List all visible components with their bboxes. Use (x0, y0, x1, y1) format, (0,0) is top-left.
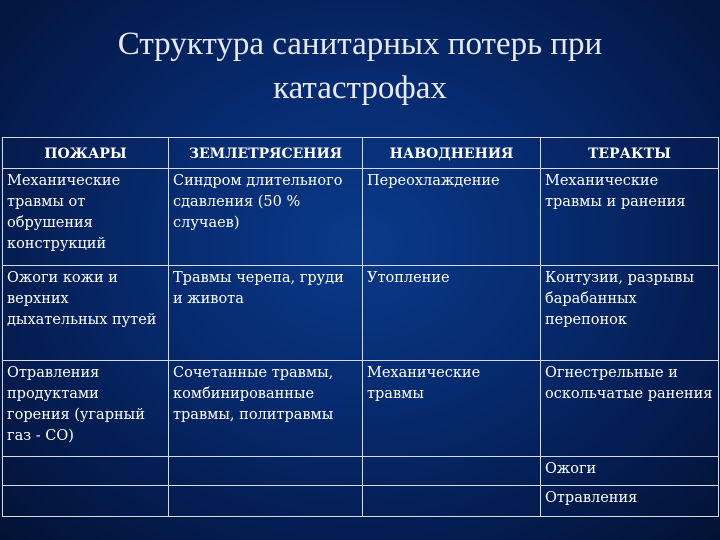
table-cell: Механические травмы от обрушения конструкций (3, 169, 169, 266)
table-cell: Сочетанные травмы, комбинированные травмы, политравмы (169, 361, 363, 457)
header-earthquakes: ЗЕМЛЕТРЯСЕНИЯ (169, 138, 363, 169)
table-cell (169, 457, 363, 486)
table-cell: Механические травмы (363, 361, 541, 457)
table-cell: Отравления продуктами горения (угарный газ - СО) (3, 361, 169, 457)
table-cell: Синдром длительного сдавления (50 % случаев) (169, 169, 363, 266)
casualty-structure-table (2, 137, 719, 517)
table-cell: Ожоги (541, 457, 719, 486)
table-header-row (3, 138, 719, 169)
table-cell: Отравления (541, 486, 719, 517)
table-cell: Контузии, разрывы барабанных перепонок (541, 266, 719, 361)
title-line-2: катастрофах (273, 70, 447, 106)
table-cell (3, 486, 169, 517)
table-cell (3, 457, 169, 486)
header-fires: ПОЖАРЫ (3, 138, 169, 169)
table-cell: Механические травмы и ранения (541, 169, 719, 266)
table-row (3, 169, 719, 266)
table-cell (169, 486, 363, 517)
table-cell: Утопление (363, 266, 541, 361)
table-cell: Травмы черепа, груди и живота (169, 266, 363, 361)
table-row (3, 486, 719, 517)
table-row (3, 361, 719, 457)
table-row (3, 457, 719, 486)
title-line-1: Структура санитарных потерь при (117, 26, 603, 62)
table-cell (363, 457, 541, 486)
header-terror-attacks: ТЕРАКТЫ (541, 138, 719, 169)
table-cell (363, 486, 541, 517)
table-row (3, 266, 719, 361)
table-cell: Переохлаждение (363, 169, 541, 266)
slide-title (0, 22, 720, 110)
table-cell: Огнестрельные и оскольчатые ранения (541, 361, 719, 457)
header-floods: НАВОДНЕНИЯ (363, 138, 541, 169)
table-cell: Ожоги кожи и верхних дыхательных путей (3, 266, 169, 361)
